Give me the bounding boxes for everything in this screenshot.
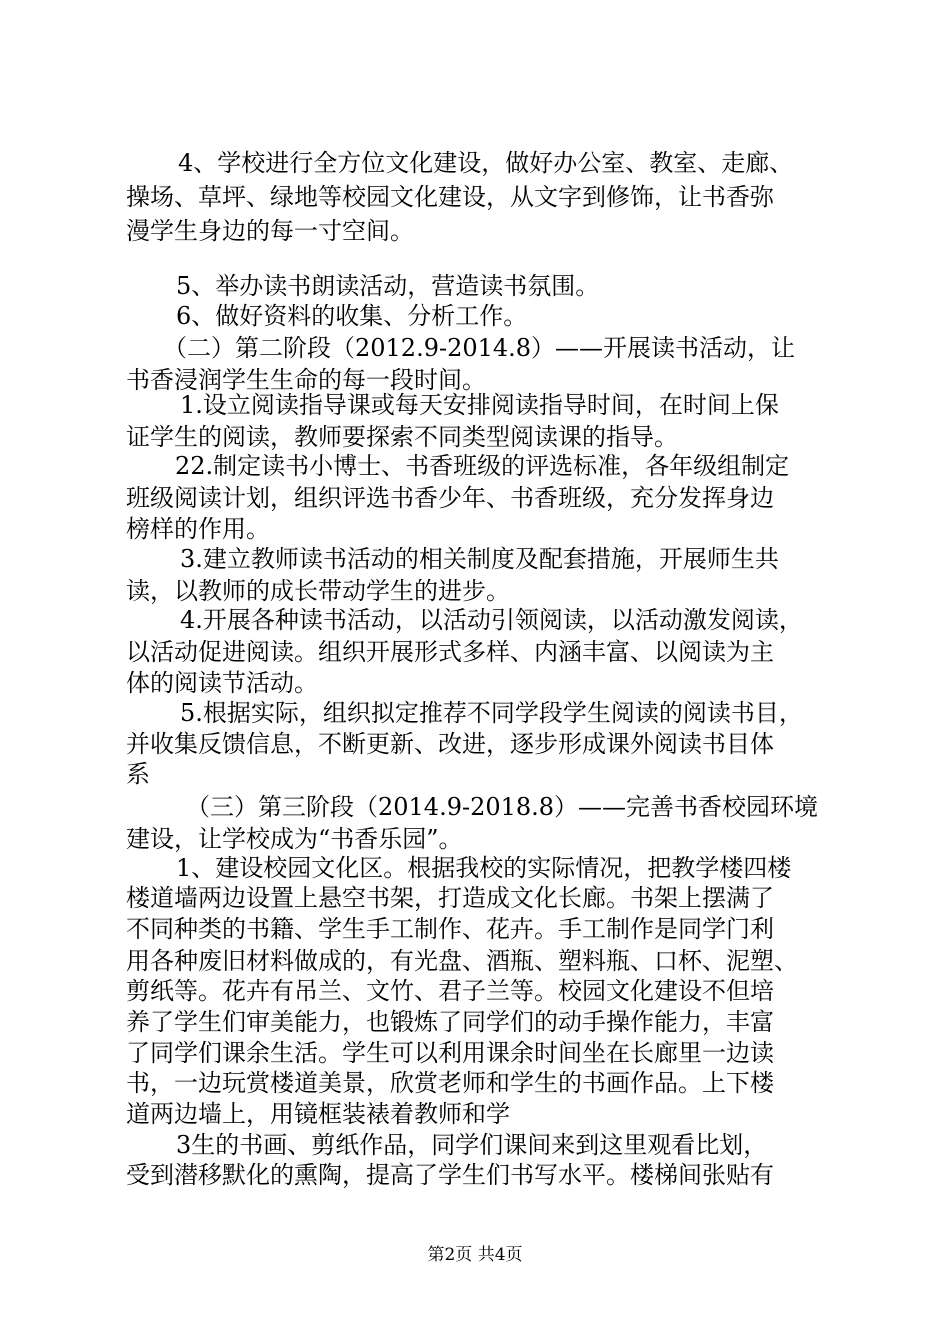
text-line: 1.设立阅读指导课或每天安排阅读指导时间，在时间上保: [180, 391, 779, 419]
text-line: 5.根据实际，组织拟定推荐不同学段学生阅读的阅读书目，: [180, 699, 803, 727]
text-line: 证学生的阅读，教师要探索不同类型阅读课的指导。: [126, 423, 678, 451]
text-line: 剪纸等。花卉有吊兰、文竹、君子兰等。校园文化建设不但培: [126, 977, 774, 1005]
text-line: 了同学们课余生活。学生可以利用课余时间坐在长廊里一边读: [126, 1039, 774, 1067]
text-line: 书香浸润学生生命的每一段时间。: [126, 366, 486, 394]
text-line: 22.制定读书小博士、书香班级的评选标准，各年级组制定: [175, 452, 790, 480]
text-line: （二）第二阶段（2012.9-2014.8）——开展读书活动，让: [163, 334, 796, 362]
text-line: 1、建设校园文化区。根据我校的实际情况，把教学楼四楼: [176, 854, 792, 882]
text-line: 并收集反馈信息，不断更新、改进，逐步形成课外阅读书目体: [126, 730, 774, 758]
text-line: 体的阅读节活动。: [126, 669, 318, 697]
text-line: 读，以教师的成长带动学生的进步。: [126, 577, 510, 605]
text-line: 4.开展各种读书活动，以活动引领阅读，以活动激发阅读，: [180, 606, 803, 634]
text-line: 6、做好资料的收集、分析工作。: [176, 302, 528, 330]
text-line: 以活动促进阅读。组织开展形式多样、内涵丰富、以阅读为主: [126, 638, 774, 666]
text-line: 受到潜移默化的熏陶，提高了学生们书写水平。楼梯间张贴有: [126, 1161, 774, 1189]
text-line: 班级阅读计划，组织评选书香少年、书香班级，充分发挥身边: [126, 484, 774, 512]
page-number-footer: 第2页 共4页: [427, 1245, 523, 1265]
text-line: 系: [126, 760, 150, 788]
text-line: 榜样的作用。: [126, 515, 270, 543]
text-line: 漫学生身边的每一寸空间。: [126, 217, 414, 245]
text-line: 操场、草坪、绿地等校园文化建设，从文字到修饰，让书香弥: [126, 183, 774, 211]
text-line: 3生的书画、剪纸作品，同学们课间来到这里观看比划，: [176, 1131, 768, 1159]
text-line: 3.建立教师读书活动的相关制度及配套措施，开展师生共: [180, 545, 779, 573]
text-line: 5、举办读书朗读活动，营造读书氛围。: [176, 272, 600, 300]
text-line: 楼道墙两边设置上悬空书架，打造成文化长廊。书架上摆满了: [126, 884, 774, 912]
text-line: （三）第三阶段（2014.9-2018.8）——完善书香校园环境: [186, 793, 819, 821]
text-line: 建设，让学校成为“书香乐园”。: [126, 825, 463, 853]
text-line: 书，一边玩赏楼道美景，欣赏老师和学生的书画作品。上下楼: [126, 1069, 774, 1097]
text-line: 4、学校进行全方位文化建设，做好办公室、教室、走廊、: [178, 149, 794, 177]
text-line: 不同种类的书籍、学生手工制作、花卉。手工制作是同学门利: [126, 915, 774, 943]
text-line: 养了学生们审美能力，也锻炼了同学们的动手操作能力，丰富: [126, 1008, 774, 1036]
text-line: 用各种废旧材料做成的，有光盘、酒瓶、塑料瓶、口杯、泥塑、: [126, 947, 798, 975]
text-line: 道两边墙上，用镜框装裱着教师和学: [126, 1100, 510, 1128]
